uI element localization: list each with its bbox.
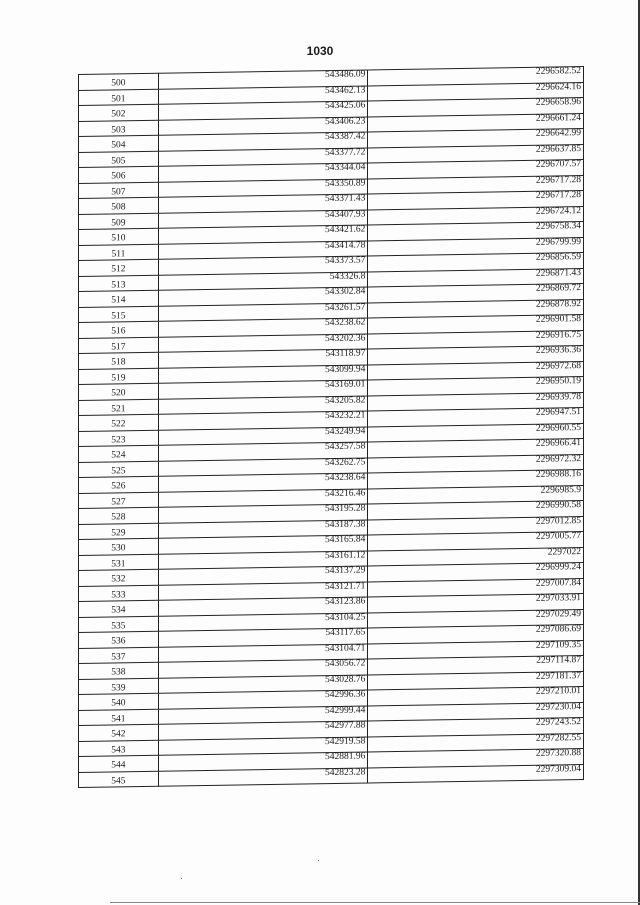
x-coordinate-cell: 543137.29 — [158, 566, 368, 585]
y-coordinate-cell: 2296988.16 — [368, 470, 584, 489]
x-coordinate-cell: 543302.84 — [158, 287, 368, 306]
y-coordinate-cell: 2297114.87 — [368, 656, 584, 675]
point-number-cell: 519 — [79, 368, 159, 385]
x-coordinate-cell: 543104.71 — [158, 643, 368, 662]
y-coordinate-cell: 2296939.78 — [368, 392, 584, 411]
x-coordinate-cell: 543387.42 — [158, 132, 368, 151]
y-coordinate-cell: 2296947.51 — [368, 408, 584, 427]
x-coordinate-cell: 543123.86 — [158, 597, 368, 616]
point-number-cell: 544 — [79, 755, 159, 772]
x-coordinate-cell: 543216.46 — [158, 488, 368, 507]
y-coordinate-cell: 2296707.57 — [368, 160, 584, 179]
x-coordinate-cell: 542881.96 — [158, 752, 368, 771]
x-coordinate-cell: 543202.36 — [158, 333, 368, 352]
x-coordinate-cell: 543165.84 — [158, 535, 368, 554]
y-coordinate-cell: 2297230.04 — [368, 702, 584, 721]
y-coordinate-cell: 2296972.68 — [368, 361, 584, 380]
x-coordinate-cell: 543326.8 — [158, 271, 368, 290]
x-coordinate-cell: 543262.75 — [158, 457, 368, 476]
point-number-cell: 507 — [79, 182, 159, 199]
point-number-cell: 528 — [79, 507, 159, 524]
x-coordinate-cell: 543028.76 — [158, 674, 368, 693]
y-coordinate-cell: 2296878.92 — [368, 299, 584, 318]
point-number-cell: 538 — [79, 662, 159, 679]
point-number-cell: 523 — [79, 430, 159, 447]
x-coordinate-cell: 543350.89 — [158, 178, 368, 197]
scan-edge-bottom — [110, 902, 640, 903]
coordinates-table — [78, 66, 584, 788]
x-coordinate-cell: 543421.62 — [158, 225, 368, 244]
x-coordinate-cell: 543414.78 — [158, 240, 368, 259]
x-coordinate-cell: 543344.04 — [158, 163, 368, 182]
point-number-cell: 506 — [79, 166, 159, 183]
x-coordinate-cell: 543169.01 — [158, 380, 368, 399]
x-coordinate-cell: 543099.94 — [158, 364, 368, 383]
point-number-cell: 533 — [79, 585, 159, 602]
point-number-cell: 526 — [79, 476, 159, 493]
y-coordinate-cell: 2296658.96 — [368, 98, 584, 117]
y-coordinate-cell: 2297086.69 — [368, 625, 584, 644]
point-number-cell: 534 — [79, 600, 159, 617]
x-coordinate-cell: 543249.94 — [158, 426, 368, 445]
point-number-cell: 500 — [79, 73, 159, 90]
point-number-cell: 505 — [79, 151, 159, 168]
x-coordinate-cell: 543377.72 — [158, 147, 368, 166]
x-coordinate-cell: 543407.93 — [158, 209, 368, 228]
x-coordinate-cell: 542919.58 — [158, 736, 368, 755]
coordinates-table-body — [79, 67, 584, 788]
y-coordinate-cell: 2297181.37 — [368, 671, 584, 690]
y-coordinate-cell: 2297005.77 — [368, 532, 584, 551]
y-coordinate-cell: 2296999.24 — [368, 563, 584, 582]
y-coordinate-cell: 2296869.72 — [368, 284, 584, 303]
x-coordinate-cell: 543161.12 — [158, 550, 368, 569]
x-coordinate-cell: 543486.09 — [158, 70, 368, 89]
point-number-cell: 530 — [79, 538, 159, 555]
x-coordinate-cell: 543205.82 — [158, 395, 368, 414]
y-coordinate-cell: 2297007.84 — [368, 578, 584, 597]
y-coordinate-cell: 2296717.28 — [368, 191, 584, 210]
y-coordinate-cell: 2297012.85 — [368, 516, 584, 535]
point-number-cell: 522 — [79, 414, 159, 431]
point-number-cell: 502 — [79, 104, 159, 121]
y-coordinate-cell: 2296990.58 — [368, 501, 584, 520]
y-coordinate-cell: 2297282.55 — [368, 733, 584, 752]
point-number-cell: 511 — [79, 244, 159, 261]
y-coordinate-cell: 2296960.55 — [368, 423, 584, 442]
point-number-cell: 541 — [79, 709, 159, 726]
scan-speck — [181, 878, 182, 879]
point-number-cell: 514 — [79, 290, 159, 307]
y-coordinate-cell: 2296966.41 — [368, 439, 584, 458]
point-number-cell: 503 — [79, 120, 159, 137]
x-coordinate-cell: 543261.57 — [158, 302, 368, 321]
point-number-cell: 531 — [79, 554, 159, 571]
x-coordinate-cell: 543232.21 — [158, 411, 368, 430]
y-coordinate-cell: 2297320.88 — [368, 749, 584, 768]
point-number-cell: 537 — [79, 647, 159, 664]
point-number-cell: 518 — [79, 352, 159, 369]
point-number-cell: 517 — [79, 337, 159, 354]
scan-speck — [318, 860, 319, 861]
point-number-cell: 542 — [79, 724, 159, 741]
y-coordinate-cell: 2297022 — [368, 547, 584, 566]
point-number-cell: 529 — [79, 523, 159, 540]
point-number-cell: 539 — [79, 678, 159, 695]
x-coordinate-cell: 543121.71 — [158, 581, 368, 600]
y-coordinate-cell: 2296758.34 — [368, 222, 584, 241]
point-number-cell: 504 — [79, 135, 159, 152]
y-coordinate-cell: 2296582.52 — [368, 67, 584, 86]
x-coordinate-cell: 543257.58 — [158, 442, 368, 461]
y-coordinate-cell: 2296717.28 — [368, 175, 584, 194]
y-coordinate-cell: 2297210.01 — [368, 687, 584, 706]
y-coordinate-cell: 2296936.36 — [368, 346, 584, 365]
y-coordinate-cell: 2296916.75 — [368, 330, 584, 349]
x-coordinate-cell: 543187.38 — [158, 519, 368, 538]
x-coordinate-cell: 543056.72 — [158, 659, 368, 678]
x-coordinate-cell: 542977.88 — [158, 721, 368, 740]
y-coordinate-cell: 2296856.59 — [368, 253, 584, 272]
x-coordinate-cell: 543238.62 — [158, 318, 368, 337]
page-number: 1030 — [306, 44, 334, 58]
x-coordinate-cell: 543195.28 — [158, 504, 368, 523]
coordinates-table-wrapper — [78, 66, 584, 788]
x-coordinate-cell: 543117.65 — [158, 628, 368, 647]
y-coordinate-cell: 2296661.24 — [368, 113, 584, 132]
y-coordinate-cell: 2296799.99 — [368, 237, 584, 256]
x-coordinate-cell: 543118.97 — [158, 349, 368, 368]
x-coordinate-cell: 543406.23 — [158, 116, 368, 135]
y-coordinate-cell: 2296637.85 — [368, 144, 584, 163]
x-coordinate-cell: 542823.28 — [158, 767, 368, 786]
point-number-cell: 525 — [79, 461, 159, 478]
y-coordinate-cell: 2296985.9 — [368, 485, 584, 504]
point-number-cell: 520 — [79, 383, 159, 400]
x-coordinate-cell: 543462.13 — [158, 85, 368, 104]
y-coordinate-cell: 2296642.99 — [368, 129, 584, 148]
point-number-cell: 527 — [79, 492, 159, 509]
y-coordinate-cell: 2296950.19 — [368, 377, 584, 396]
y-coordinate-cell: 2297033.91 — [368, 594, 584, 613]
point-number-cell: 540 — [79, 693, 159, 710]
x-coordinate-cell: 542999.44 — [158, 705, 368, 724]
point-number-cell: 508 — [79, 197, 159, 214]
x-coordinate-cell: 543371.43 — [158, 194, 368, 213]
y-coordinate-cell: 2296901.58 — [368, 315, 584, 334]
point-number-cell: 532 — [79, 569, 159, 586]
y-coordinate-cell: 2297109.35 — [368, 640, 584, 659]
x-coordinate-cell: 543238.64 — [158, 473, 368, 492]
point-number-cell: 524 — [79, 445, 159, 462]
point-number-cell: 516 — [79, 321, 159, 338]
x-coordinate-cell: 542996.36 — [158, 690, 368, 709]
point-number-cell: 536 — [79, 631, 159, 648]
point-number-cell: 545 — [79, 771, 159, 788]
y-coordinate-cell: 2297309.04 — [368, 764, 584, 783]
x-coordinate-cell: 543104.25 — [158, 612, 368, 631]
point-number-cell: 521 — [79, 399, 159, 416]
y-coordinate-cell: 2296871.43 — [368, 268, 584, 287]
point-number-cell: 535 — [79, 616, 159, 633]
point-number-cell: 510 — [79, 228, 159, 245]
x-coordinate-cell: 543373.57 — [158, 256, 368, 275]
point-number-cell: 509 — [79, 213, 159, 230]
point-number-cell: 543 — [79, 740, 159, 757]
y-coordinate-cell: 2296624.16 — [368, 82, 584, 101]
point-number-cell: 512 — [79, 259, 159, 276]
point-number-cell: 501 — [79, 89, 159, 106]
y-coordinate-cell: 2297029.49 — [368, 609, 584, 628]
point-number-cell: 513 — [79, 275, 159, 292]
y-coordinate-cell: 2297243.52 — [368, 718, 584, 737]
point-number-cell: 515 — [79, 306, 159, 323]
y-coordinate-cell: 2296972.32 — [368, 454, 584, 473]
y-coordinate-cell: 2296724.12 — [368, 206, 584, 225]
x-coordinate-cell: 543425.06 — [158, 101, 368, 120]
